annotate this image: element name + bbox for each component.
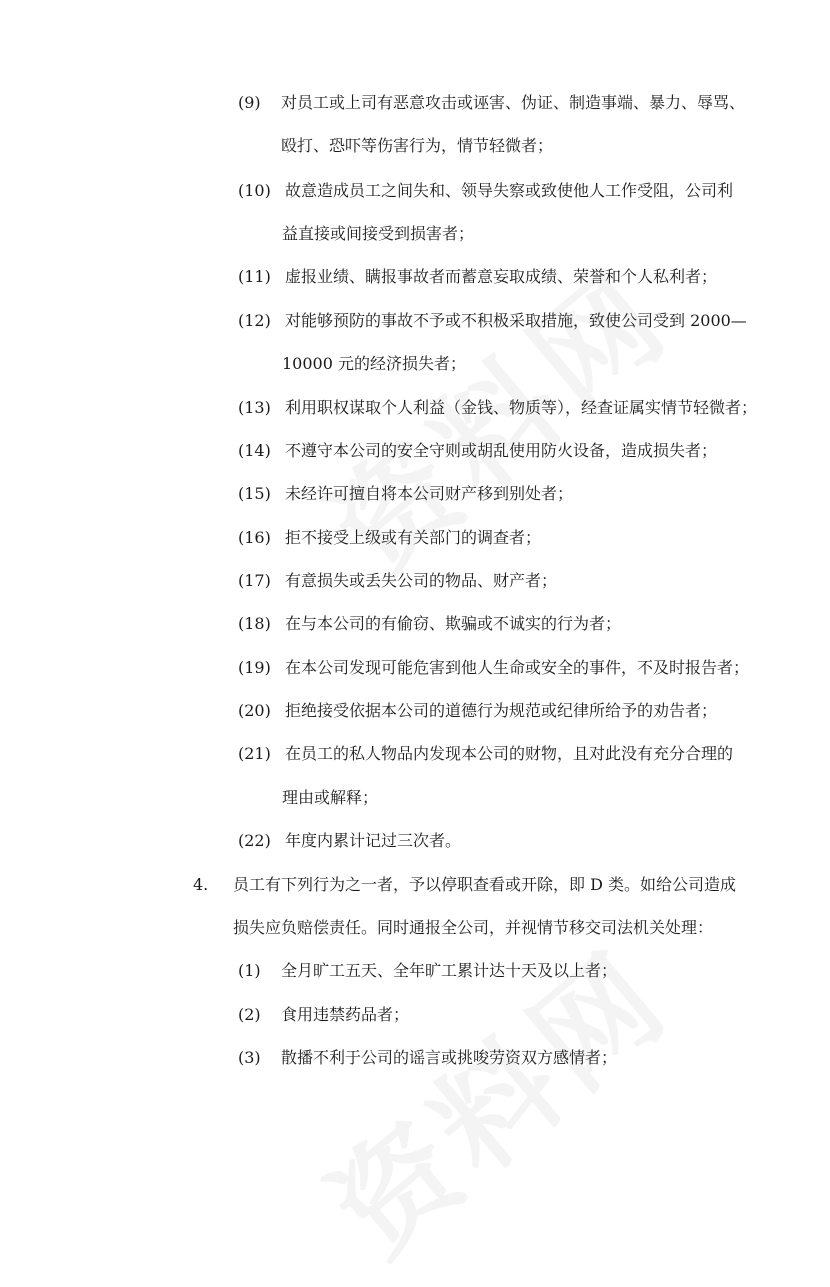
list-item <box>238 831 461 851</box>
item-text: 有意损失或丢失公司的物品、财产者； <box>285 571 558 590</box>
item-number: (22) <box>238 831 271 850</box>
item-text-continuation: 理由或解释； <box>282 788 379 807</box>
list-item <box>238 571 557 591</box>
list-item <box>238 961 617 981</box>
item-number: (12) <box>238 311 271 330</box>
list-item <box>238 658 749 678</box>
list-item <box>238 528 541 548</box>
item-text: 散播不利于公司的谣言或挑唆劳资双方感情者； <box>281 1048 618 1067</box>
item-text-continuation: 益直接或间接受到损害者； <box>282 224 475 243</box>
item-text: 在本公司发现可能危害到他人生命或安全的事件，不及时报告者； <box>285 658 750 677</box>
list-item <box>238 701 717 721</box>
item-text-continuation: 10000 元的经济损失者； <box>282 354 466 373</box>
item-number: (10) <box>238 181 271 200</box>
item-number: (15) <box>238 484 271 503</box>
item-text: 在与本公司的有偷窃、欺骗或不诚实的行为者； <box>285 614 622 633</box>
list-item <box>238 1005 409 1025</box>
item-number: (21) <box>238 744 271 763</box>
item-number: (18) <box>238 614 271 633</box>
item-number: (11) <box>238 267 271 286</box>
section-heading <box>193 875 736 895</box>
item-text: 不遵守本公司的安全守则或胡乱使用防火设备，造成损失者； <box>285 441 718 460</box>
list-item <box>238 614 621 634</box>
item-number: (20) <box>238 701 271 720</box>
item-text: 食用违禁药品者； <box>281 1005 410 1024</box>
list-item <box>238 311 747 331</box>
item-text: 未经许可擅自将本公司财产移到别处者； <box>285 484 574 503</box>
list-item <box>238 398 757 418</box>
section-number: 4. <box>193 875 209 894</box>
item-number: (2) <box>238 1005 261 1024</box>
item-text: 利用职权谋取个人利益（金钱、物质等），经查证属实情节轻微者； <box>285 398 758 417</box>
section-text-continuation: 损失应负赔偿责任。同时通报全公司，并视情节移交司法机关处理： <box>233 918 714 937</box>
list-item <box>238 1048 617 1068</box>
item-text: 对能够预防的事故不予或不积极采取措施，致使公司受到 2000— <box>285 311 747 330</box>
item-text: 拒不接受上级或有关部门的调查者； <box>285 528 542 547</box>
list-item <box>238 93 745 113</box>
list-item <box>238 267 717 287</box>
item-text: 故意造成员工之间失和、领导失察或致使他人工作受阻，公司利 <box>285 181 734 200</box>
item-text: 拒绝接受依据本公司的道德行为规范或纪律所给予的劝告者； <box>285 701 718 720</box>
list-item <box>238 181 733 201</box>
item-number: (16) <box>238 528 271 547</box>
item-number: (13) <box>238 398 271 417</box>
item-text: 在员工的私人物品内发现本公司的财物，且对此没有充分合理的 <box>285 744 734 763</box>
item-number: (9) <box>238 93 261 112</box>
item-number: (1) <box>238 961 261 980</box>
item-number: (19) <box>238 658 271 677</box>
item-text: 虚报业绩、瞒报事故者而蓄意妄取成绩、荣誉和个人私利者； <box>285 267 718 286</box>
item-number: (3) <box>238 1048 261 1067</box>
item-number: (17) <box>238 571 271 590</box>
item-number: (14) <box>238 441 271 460</box>
list-item <box>238 441 717 461</box>
item-text-continuation: 殴打、恐吓等伤害行为，情节轻微者； <box>281 136 554 155</box>
list-item <box>238 484 573 504</box>
item-text: 全月旷工五天、全年旷工累计达十天及以上者； <box>281 961 618 980</box>
item-text: 年度内累计记过三次者。 <box>285 831 462 850</box>
section-text: 员工有下列行为之一者，予以停职查看或开除，即 D 类。如给公司造成 <box>233 875 737 894</box>
list-item <box>238 744 733 764</box>
item-text: 对员工或上司有恶意攻击或诬害、伪证、制造事端、暴力、辱骂、 <box>281 93 746 112</box>
